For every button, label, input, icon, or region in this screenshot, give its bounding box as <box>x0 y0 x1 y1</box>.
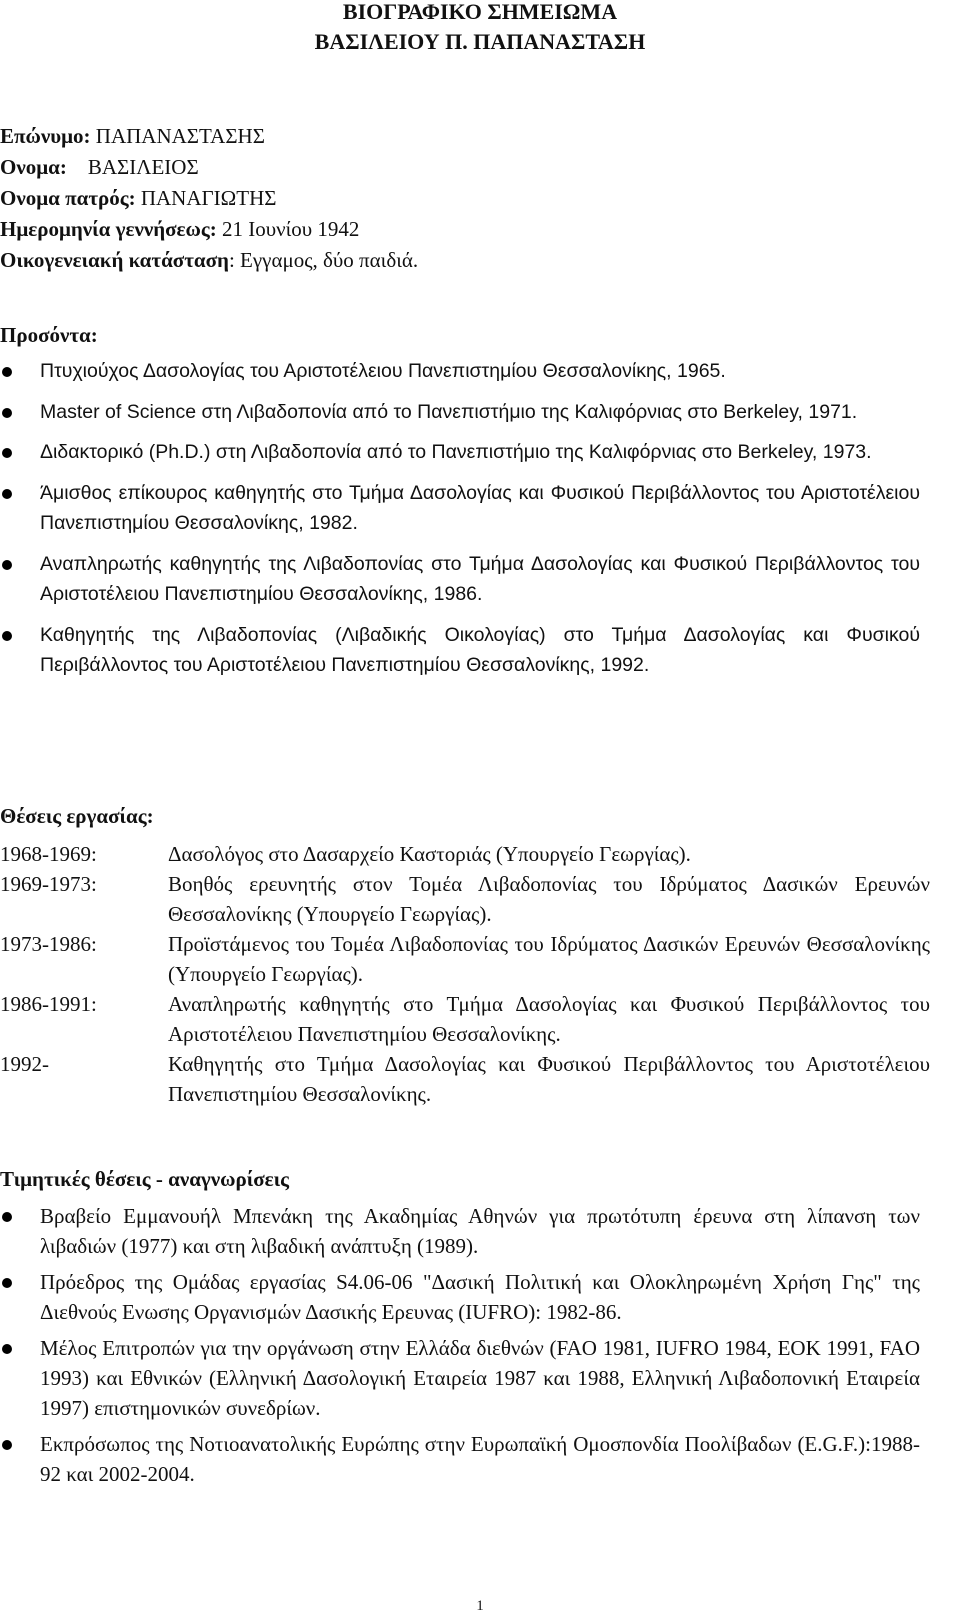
name-row <box>0 152 418 183</box>
list-item <box>0 1333 920 1423</box>
bullet-icon <box>2 448 12 458</box>
father-name-value: ΠΑΝΑΓΙΩΤΗΣ <box>135 186 277 210</box>
birth-date-value: 21 Ιουνίου 1942 <box>216 217 360 241</box>
position-years: 1968-1969: <box>0 842 97 866</box>
name-label: Ονομα: <box>0 155 67 179</box>
father-name-label: Ονομα πατρός: <box>0 186 136 210</box>
position-row <box>0 869 930 929</box>
position-years: 1986-1991: <box>0 992 97 1016</box>
position-row <box>0 1049 930 1109</box>
list-item <box>0 1267 920 1327</box>
birth-date-label: Ημερομηνία γεννήσεως: <box>0 217 217 241</box>
position-description: Βοηθός ερευνητής στον Τομέα Λιβαδοπονίας του Ιδρύματος Δασικών Ερευνών Θεσσαλονίκης (Υπουργείο Γεωργίας). <box>168 872 930 926</box>
list-item-text: Βραβείο Εμμανουήλ Μπενάκη της Ακαδημίας Αθηνών για πρωτότυπη έρευνα στη λίπανση των λιβαδιών (1977) και στη λιβαδική ανάπτυξη (1989). <box>40 1204 920 1258</box>
list-item-text: Master of Science στη Λιβαδοπονία από το Πανεπιστήμιο της Καλιφόρνιας στο Berkeley, 1971. <box>40 400 858 423</box>
positions-heading: Θέσεις εργασίας: <box>0 804 154 828</box>
qualifications-list <box>0 356 920 691</box>
bullet-icon <box>2 1344 12 1354</box>
list-item <box>0 356 920 387</box>
list-item <box>0 620 920 681</box>
page-number: 1 <box>476 1598 484 1614</box>
marital-status-row <box>0 245 418 276</box>
list-item-text: Πρόεδρος της Ομάδας εργασίας S4.06-06 "Δασική Πολιτική και Ολοκληρωμένη Χρήση Γης" της Διεθνούς Ενωσης Οργανισμών Δασικής Ερευνας (IUFRO): 1982-86. <box>40 1270 920 1324</box>
surname-value: ΠΑΠΑΝΑΣΤΑΣΗΣ <box>90 124 265 148</box>
surname-row <box>0 121 418 152</box>
bullet-icon <box>2 489 12 499</box>
bullet-icon <box>2 560 12 570</box>
list-item <box>0 437 920 468</box>
list-item-text: Αναπληρωτής καθηγητής της Λιβαδοπονίας στο Τμήμα Δασολογίας και Φυσικού Περιβάλλοντος του Αριστοτέλειου Πανεπιστημίου Θεσσαλονίκης, 1986. <box>40 552 920 605</box>
name-value: ΒΑΣΙΛΕΙΟΣ <box>66 155 199 179</box>
position-years: 1992- <box>0 1052 49 1076</box>
marital-status-value: : Εγγαμος, δύο παιδιά. <box>228 248 419 272</box>
list-item <box>0 1429 920 1489</box>
list-item-text: Άμισθος επίκουρος καθηγητής στο Τμήμα Δασολογίας και Φυσικού Περιβάλλοντος του Αριστοτέλειου Πανεπιστημίου Θεσσαλονίκης, 1982. <box>40 481 920 534</box>
bullet-icon <box>2 1212 12 1222</box>
honors-list <box>0 1201 920 1495</box>
position-description: Δασολόγος στο Δασαρχείο Καστοριάς (Υπουργείο Γεωργίας). <box>168 842 691 866</box>
list-item <box>0 1201 920 1261</box>
position-description: Καθηγητής στο Τμήμα Δασολογίας και Φυσικού Περιβάλλοντος του Αριστοτέλειου Πανεπιστημίου Θεσσαλονίκης. <box>168 1052 930 1106</box>
qualifications-heading: Προσόντα: <box>0 323 98 347</box>
document-subtitle: ΒΑΣΙΛΕΙΟΥ Π. ΠΑΠΑΝΑΣΤΑΣΗ <box>314 29 646 54</box>
document-title: ΒΙΟΓΡΑΦΙΚΟ ΣΗΜΕΙΩΜΑ <box>342 0 618 24</box>
list-item <box>0 397 920 428</box>
position-row <box>0 929 930 989</box>
honors-heading: Τιμητικές θέσεις - αναγνωρίσεις <box>0 1167 289 1191</box>
position-years: 1973-1986: <box>0 932 97 956</box>
bullet-icon <box>2 1278 12 1288</box>
list-item-text: Μέλος Επιτροπών για την οργάνωση στην Ελλάδα διεθνών (FAO 1981, IUFRO 1984, ΕΟΚ 1991, FAO 1993) και Εθνικών (Ελληνική Δασολογική Εταιρεία 1987 και 1988, Ελληνική Λιβαδοπονική Εταιρεία 1997) επιστημονικών συνεδρίων. <box>40 1336 920 1420</box>
position-row <box>0 839 930 869</box>
list-item <box>0 478 920 539</box>
list-item-text: Εκπρόσωπος της Νοτιοανατολικής Ευρώπης στην Ευρωπαϊκή Ομοσπονδία Ποολίβαδων (E.G.F.):1988-92 και 2002-2004. <box>40 1432 920 1486</box>
marital-status-label: Οικογενειακή κατάσταση <box>0 248 229 272</box>
positions-list <box>0 839 930 1109</box>
position-description: Προϊστάμενος του Τομέα Λιβαδοπονίας του Ιδρύματος Δασικών Ερευνών Θεσσαλονίκης (Υπουργείο Γεωργίας). <box>168 932 930 986</box>
bullet-icon <box>2 631 12 641</box>
bullet-icon <box>2 1440 12 1450</box>
position-years: 1969-1973: <box>0 872 97 896</box>
list-item-text: Καθηγητής της Λιβαδοπονίας (Λιβαδικής Οικολογίας) στο Τμήμα Δασολογίας και Φυσικού Περιβάλλοντος του Αριστοτέλειου Πανεπιστημίου Θεσσαλονίκης, 1992. <box>40 623 920 676</box>
birth-date-row <box>0 214 418 245</box>
surname-label: Επώνυμο: <box>0 124 91 148</box>
bullet-icon <box>2 408 12 418</box>
personal-info <box>0 121 418 276</box>
list-item <box>0 549 920 610</box>
list-item-text: Διδακτορικό (Ph.D.) στη Λιβαδοπονία από το Πανεπιστήμιο της Καλιφόρνιας στο Berkeley, 1973. <box>40 441 872 463</box>
position-description: Αναπληρωτής καθηγητής στο Τμήμα Δασολογίας και Φυσικού Περιβάλλοντος του Αριστοτέλειου Πανεπιστημίου Θεσσαλονίκης. <box>168 992 930 1046</box>
list-item-text: Πτυχιούχος Δασολογίας του Αριστοτέλειου Πανεπιστημίου Θεσσαλονίκης, 1965. <box>40 360 726 382</box>
father-name-row <box>0 183 418 214</box>
position-row <box>0 989 930 1049</box>
bullet-icon <box>2 367 12 377</box>
